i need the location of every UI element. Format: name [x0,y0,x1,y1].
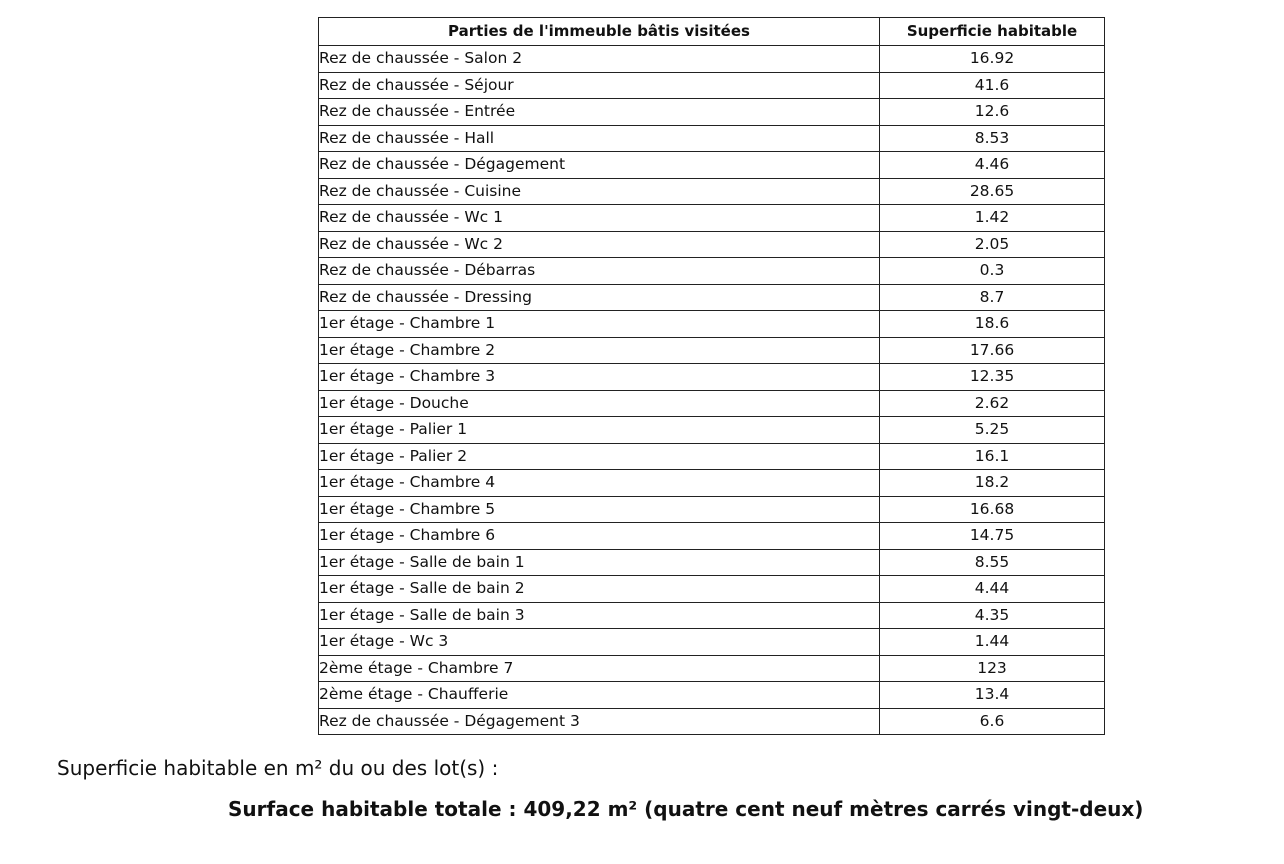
table-row [319,470,1105,497]
room-area-cell: 5.25 [880,417,1105,444]
table-row [319,364,1105,391]
room-area-cell: 1.42 [880,205,1105,232]
room-name-cell: 1er étage - Palier 1 [319,417,880,444]
room-area-cell: 2.62 [880,390,1105,417]
room-area-cell: 16.92 [880,46,1105,73]
room-name-cell: 1er étage - Salle de bain 1 [319,549,880,576]
room-area-cell: 8.7 [880,284,1105,311]
room-name-cell: Rez de chaussée - Dégagement 3 [319,708,880,735]
table-row [319,205,1105,232]
table-row [319,708,1105,735]
table-body [319,46,1105,735]
table-row [319,655,1105,682]
room-name-cell: Rez de chaussée - Entrée [319,99,880,126]
room-name-cell: 1er étage - Salle de bain 3 [319,602,880,629]
table-row [319,523,1105,550]
room-area-cell: 4.46 [880,152,1105,179]
table-row [319,284,1105,311]
room-name-cell: 2ème étage - Chambre 7 [319,655,880,682]
room-area-cell: 123 [880,655,1105,682]
room-area-cell: 28.65 [880,178,1105,205]
room-area-cell: 18.6 [880,311,1105,338]
room-area-cell: 4.44 [880,576,1105,603]
room-area-cell: 8.53 [880,125,1105,152]
table-row [319,576,1105,603]
room-name-cell: 1er étage - Chambre 3 [319,364,880,391]
room-area-cell: 2.05 [880,231,1105,258]
room-name-cell: Rez de chaussée - Salon 2 [319,46,880,73]
room-name-cell: Rez de chaussée - Wc 1 [319,205,880,232]
room-name-cell: Rez de chaussée - Dressing [319,284,880,311]
table-row [319,496,1105,523]
table-row [319,152,1105,179]
table-header-row [319,18,1105,46]
table-row [319,549,1105,576]
room-area-cell: 12.35 [880,364,1105,391]
table-row [319,46,1105,73]
room-name-cell: 1er étage - Chambre 4 [319,470,880,497]
room-name-cell: 2ème étage - Chaufferie [319,682,880,709]
room-name-cell: 1er étage - Chambre 2 [319,337,880,364]
room-name-cell: 1er étage - Douche [319,390,880,417]
table-row [319,337,1105,364]
table-row [319,417,1105,444]
room-name-cell: Rez de chaussée - Wc 2 [319,231,880,258]
room-name-cell: Rez de chaussée - Hall [319,125,880,152]
table-row [319,629,1105,656]
room-area-cell: 0.3 [880,258,1105,285]
table-row [319,390,1105,417]
room-area-cell: 1.44 [880,629,1105,656]
table-row [319,125,1105,152]
room-name-cell: Rez de chaussée - Dégagement [319,152,880,179]
room-area-cell: 8.55 [880,549,1105,576]
summary-label: Superficie habitable en m² du ou des lot(s) : [57,756,499,780]
room-name-cell: 1er étage - Wc 3 [319,629,880,656]
room-area-cell: 6.6 [880,708,1105,735]
surface-table-container [318,17,1104,735]
room-area-cell: 18.2 [880,470,1105,497]
table-row [319,602,1105,629]
room-area-cell: 16.68 [880,496,1105,523]
table-row [319,72,1105,99]
table-row [319,178,1105,205]
room-name-cell: Rez de chaussée - Débarras [319,258,880,285]
room-area-cell: 41.6 [880,72,1105,99]
table-row [319,443,1105,470]
room-area-cell: 13.4 [880,682,1105,709]
table-row [319,99,1105,126]
header-room: Parties de l'immeuble bâtis visitées [319,18,880,46]
room-area-cell: 17.66 [880,337,1105,364]
room-area-cell: 12.6 [880,99,1105,126]
room-area-cell: 4.35 [880,602,1105,629]
room-area-cell: 14.75 [880,523,1105,550]
room-area-cell: 16.1 [880,443,1105,470]
table-row [319,231,1105,258]
room-name-cell: 1er étage - Salle de bain 2 [319,576,880,603]
table-row [319,258,1105,285]
room-name-cell: 1er étage - Chambre 5 [319,496,880,523]
room-name-cell: 1er étage - Chambre 6 [319,523,880,550]
table-row [319,682,1105,709]
table-row [319,311,1105,338]
header-area: Superficie habitable [880,18,1105,46]
room-name-cell: 1er étage - Palier 2 [319,443,880,470]
room-name-cell: 1er étage - Chambre 1 [319,311,880,338]
surface-table [318,17,1105,735]
room-name-cell: Rez de chaussée - Cuisine [319,178,880,205]
summary-total: Surface habitable totale : 409,22 m² (quatre cent neuf mètres carrés vingt-deux) [228,797,1144,821]
room-name-cell: Rez de chaussée - Séjour [319,72,880,99]
